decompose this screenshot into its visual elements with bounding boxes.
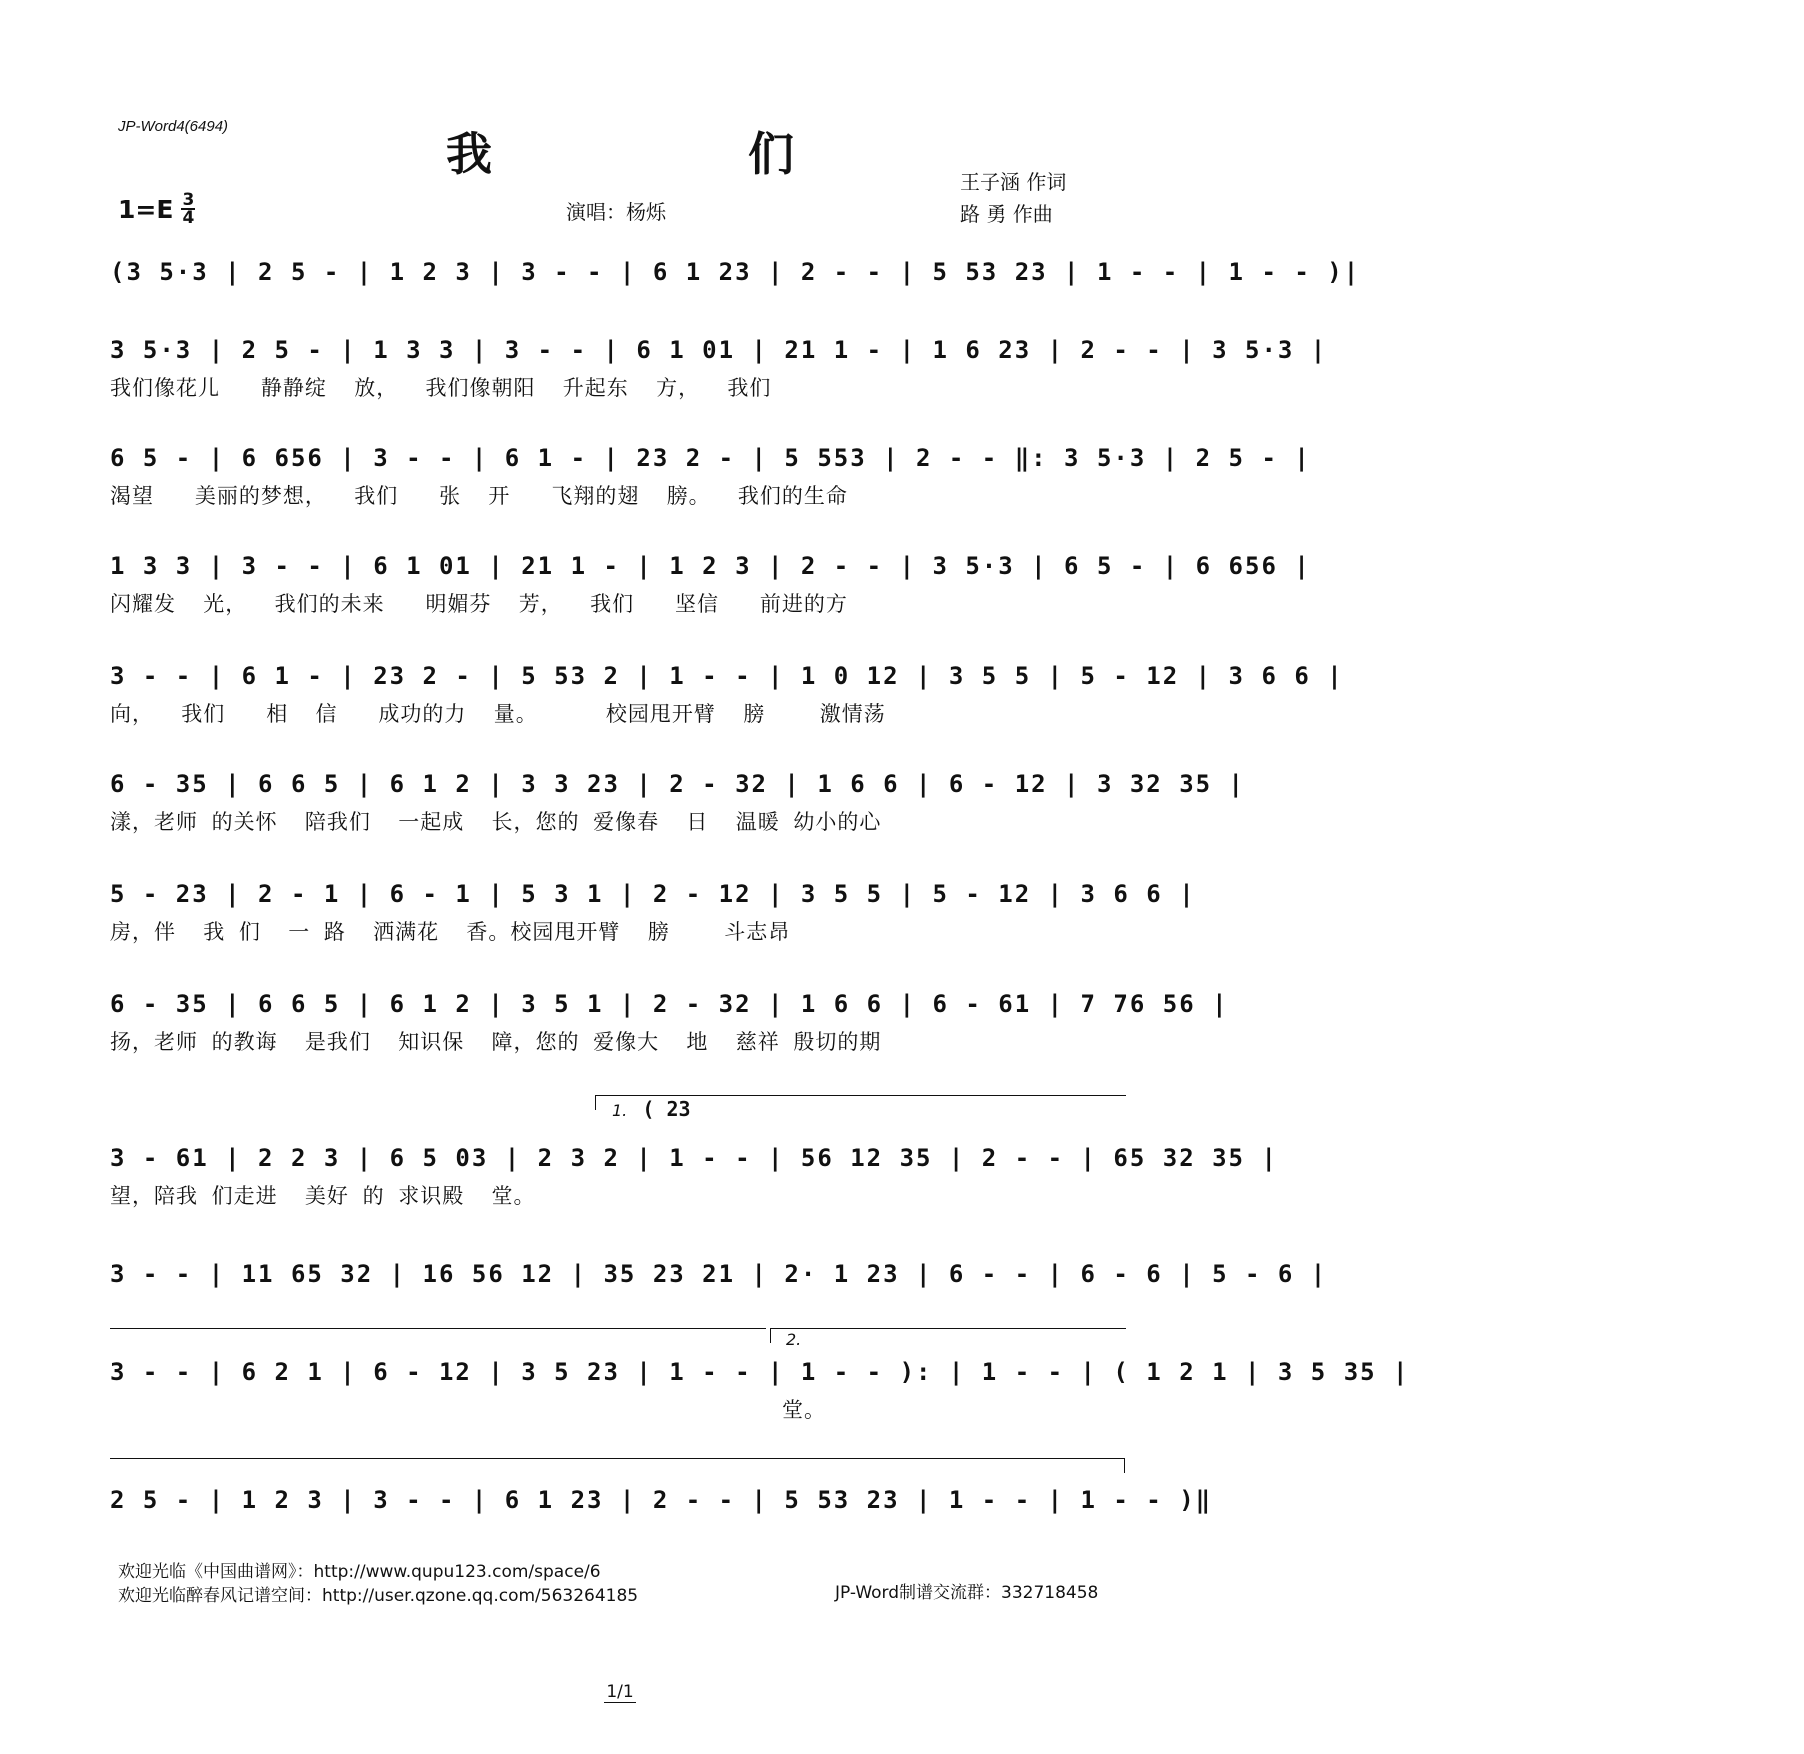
footer-links [118, 1560, 638, 1608]
volta-notes: ( 23 [642, 1097, 691, 1121]
first-ending-continuation [110, 1328, 766, 1343]
singer-credit: 演唱：杨烁 [566, 200, 666, 224]
notation: 6 5 - | 6 656 | 3 - - | 6 1 - | 23 2 - | 5 553 | 2 - - ‖: 3 5·3 | 2 5 - | [110, 444, 1311, 472]
ending-continuation [110, 1458, 1125, 1473]
song-title: 我 们 [445, 127, 914, 181]
notation: 3 - - | 6 1 - | 23 2 - | 5 53 2 | 1 - - | 1 0 12 | 3 5 5 | 5 - 12 | 3 6 6 | [110, 662, 1344, 690]
time-signature [181, 192, 195, 226]
lyrics: 堂。 [782, 1398, 826, 1422]
page-number-text: 1/1 [606, 1682, 634, 1702]
meter-top: 3 [182, 190, 195, 210]
lyricist-credit: 王子涵 作词 [960, 170, 1067, 194]
notation: 2 5 - | 1 2 3 | 3 - - | 6 1 23 | 2 - - | 5 53 23 | 1 - - | 1 - - )‖ [110, 1486, 1213, 1514]
meter-bottom: 4 [182, 208, 195, 228]
first-ending-label [612, 1097, 691, 1121]
credits [960, 166, 1066, 230]
key-label: 1=E [118, 194, 174, 224]
software-label: JP-Word4(6494) [118, 118, 229, 135]
footer-link-qupu[interactable]: 欢迎光临《中国曲谱网》：http://www.qupu123.com/space/6 [118, 1562, 601, 1582]
notation: 6 - 35 | 6 6 5 | 6 1 2 | 3 3 23 | 2 - 32 | 1 6 6 | 6 - 12 | 3 32 35 | [110, 770, 1245, 798]
lyrics: 房，伴 我 们 一 路 洒满花 香。校园甩开臂 膀 斗志昂 [110, 920, 791, 944]
notation: 6 - 35 | 6 6 5 | 6 1 2 | 3 5 1 | 2 - 32 | 1 6 6 | 6 - 61 | 7 76 56 | [110, 990, 1229, 1018]
second-ending-label: 2. [786, 1330, 802, 1349]
lyrics: 扬，老师 的教诲 是我们 知识保 障，您的 爱像大 地 慈祥 殷切的期 [110, 1030, 882, 1054]
lyrics: 我们像花儿 静静绽 放， 我们像朝阳 升起东 方， 我们 [110, 376, 772, 400]
lyrics: 闪耀发 光， 我们的未来 明媚芬 芳， 我们 坚信 前进的方 [110, 592, 848, 616]
lyrics: 漾，老师 的关怀 陪我们 一起成 长，您的 爱像春 日 温暖 幼小的心 [110, 810, 882, 834]
key-signature [118, 192, 195, 226]
notation: 1 3 3 | 3 - - | 6 1 01 | 21 1 - | 1 2 3 | 2 - - | 3 5·3 | 6 5 - | 6 656 | [110, 552, 1311, 580]
notation: 3 - - | 11 65 32 | 16 56 12 | 35 23 21 | 2· 1 23 | 6 - - | 6 - 6 | 5 - 6 | [110, 1260, 1328, 1288]
page-number [0, 1682, 1240, 1702]
footer-group: JP-Word制谱交流群：332718458 [835, 1583, 1099, 1603]
notation: 3 5·3 | 2 5 - | 1 3 3 | 3 - - | 6 1 01 | 21 1 - | 1 6 23 | 2 - - | 3 5·3 | [110, 336, 1328, 364]
composer-credit: 路 勇 作曲 [960, 202, 1053, 226]
notation: 3 - 61 | 2 2 3 | 6 5 03 | 2 3 2 | 1 - - | 56 12 35 | 2 - - | 65 32 35 | [110, 1144, 1278, 1172]
lyrics: 向， 我们 相 信 成功的力 量。 校园甩开臂 膀 激情荡 [110, 702, 886, 726]
lyrics: 望，陪我 们走进 美好 的 求识殿 堂。 [110, 1184, 536, 1208]
notation: (3 5·3 | 2 5 - | 1 2 3 | 3 - - | 6 1 23 | 2 - - | 5 53 23 | 1 - - | 1 - - )| [110, 258, 1361, 286]
volta-number: 1. [612, 1101, 628, 1120]
footer-link-qzone[interactable]: 欢迎光临醉春风记谱空间：http://user.qzone.qq.com/563264185 [118, 1586, 639, 1606]
lyrics: 渴望 美丽的梦想， 我们 张 开 飞翔的翅 膀。 我们的生命 [110, 484, 848, 508]
notation: 5 - 23 | 2 - 1 | 6 - 1 | 5 3 1 | 2 - 12 | 3 5 5 | 5 - 12 | 3 6 6 | [110, 880, 1196, 908]
notation: 3 - - | 6 2 1 | 6 - 12 | 3 5 23 | 1 - - | 1 - - ): | 1 - - | ( 1 2 1 | 3 5 35 | [110, 1358, 1410, 1386]
second-ending-bracket [770, 1328, 1126, 1343]
